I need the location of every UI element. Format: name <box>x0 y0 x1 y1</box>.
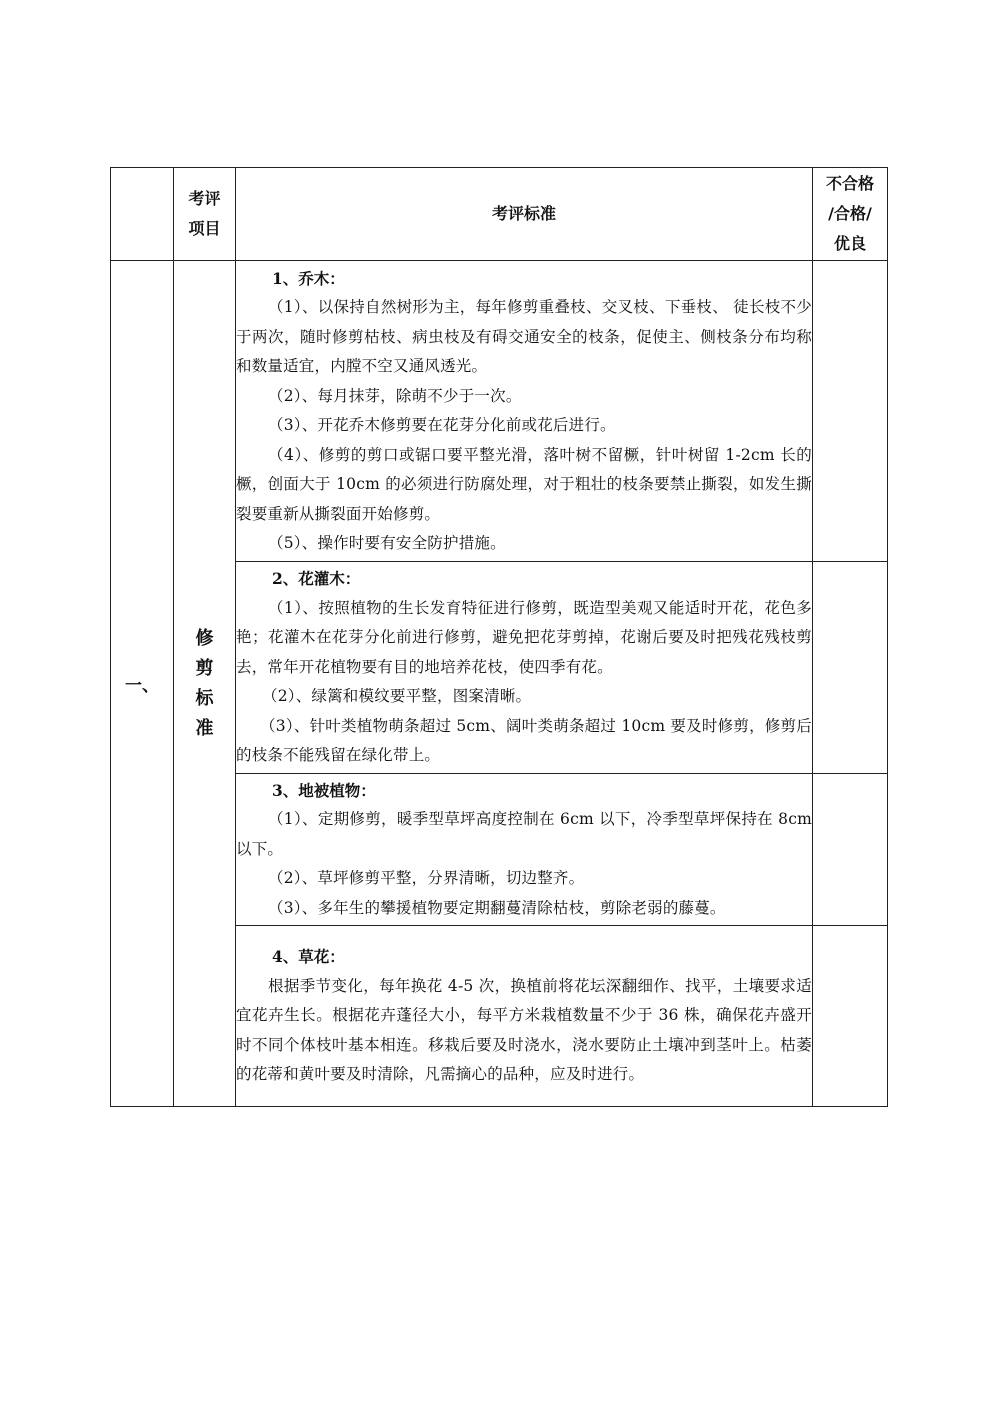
section-name-char-2: 剪 <box>195 657 214 679</box>
group-paragraph: （3）、针叶类植物萌条超过 5cm、阔叶类萌条超过 10cm 要及时修剪，修剪后的枝条不能残留在绿化带上。 <box>236 716 812 765</box>
header-rating-line-2: /合格/ <box>828 204 872 223</box>
rating-cell-trees[interactable] <box>813 261 888 562</box>
group-paragraph: （2）、绿篱和模纹要平整，图案清晰。 <box>262 687 532 706</box>
group-title: 1、乔木： <box>272 268 345 288</box>
standards-table <box>110 167 888 1107</box>
group-content-groundcover <box>236 774 813 926</box>
group-paragraph: （3）、多年生的攀援植物要定期翻蔓清除枯枝，剪除老弱的藤蔓。 <box>268 898 726 917</box>
header-item-cell <box>174 168 236 261</box>
rating-cell-shrubs[interactable] <box>813 562 888 774</box>
group-paragraph: （5）、操作时要有安全防护措施。 <box>268 534 506 552</box>
section-name-char-1: 修 <box>195 627 214 649</box>
header-standard-cell: 考评标准 <box>236 168 813 261</box>
header-rating-line-3: 优良 <box>833 234 866 253</box>
group-content-shrubs <box>236 562 813 774</box>
group-title: 2、花灌木： <box>272 569 361 589</box>
header-blank-cell <box>111 168 174 261</box>
rating-cell-flowers[interactable] <box>813 926 888 1107</box>
section-number: 一、 <box>111 261 174 1107</box>
group-title: 4、草花： <box>272 947 345 967</box>
group-paragraph: 根据季节变化，每年换花 4-5 次，换植前将花坛深翻细作、找平，土壤要求适宜花卉生长。根据花卉蓬径大小，每平方米栽植数量不少于 36 株，确保花卉盛开时不同个体枝叶基本相连。移栽后要及时浇水，浇水要防止土壤冲到茎叶上。枯萎的花蒂和黄叶要及时清除，凡需摘心的品种，应及时进行。 <box>236 976 812 1084</box>
group-paragraph: （1）、定期修剪，暖季型草坪高度控制在 6cm 以下，冷季型草坪保持在 8cm 以下。 <box>236 810 812 858</box>
group-title: 3、地被植物： <box>272 780 376 800</box>
section-name-char-4: 准 <box>195 717 214 739</box>
section-name-char-3: 标 <box>195 687 214 709</box>
group-paragraph: （2）、草坪修剪平整，分界清晰，切边整齐。 <box>268 869 585 888</box>
header-rating-line-1: 不合格 <box>825 174 874 193</box>
group-paragraph: （1）、按照植物的生长发育特征进行修剪，既造型美观又能适时开花，花色多艳；花灌木在花芽分化前进行修剪，避免把花芽剪掉，花谢后要及时把残花残枝剪去，常年开花植物要有目的地培养花枝，使四季有花。 <box>236 598 812 676</box>
group-paragraph: （4）、修剪的剪口或锯口要平整光滑，落叶树不留橛，针叶树留 1-2cm 长的橛，创面大于 10cm 的必须进行防腐处理，对于粗壮的枝条要禁止撕裂，如发生撕裂要重新从撕裂面开始修剪。 <box>236 445 812 523</box>
header-rating-cell <box>813 168 888 261</box>
section-name <box>174 261 236 1107</box>
header-item-line-2: 项目 <box>188 219 221 238</box>
group-paragraph: （1）、以保持自然树形为主，每年修剪重叠枝、交叉枝、下垂枝、 徒长枝不少于两次，随时修剪枯枝、病虫枝及有碍交通安全的枝条，促使主、侧枝条分布均称和数量适宜，内膛不空又通风透光。 <box>236 298 812 375</box>
group-paragraph: （3）、开花乔木修剪要在花芽分化前或花后进行。 <box>268 416 616 434</box>
group-paragraph: （2）、每月抹芽，除萌不少于一次。 <box>268 386 522 405</box>
group-content-trees <box>236 261 813 562</box>
header-item-line-1: 考评 <box>188 189 221 208</box>
header-row <box>111 168 888 261</box>
rating-cell-groundcover[interactable] <box>813 774 888 926</box>
group-row-1 <box>111 261 888 562</box>
group-content-flowers <box>236 926 813 1107</box>
